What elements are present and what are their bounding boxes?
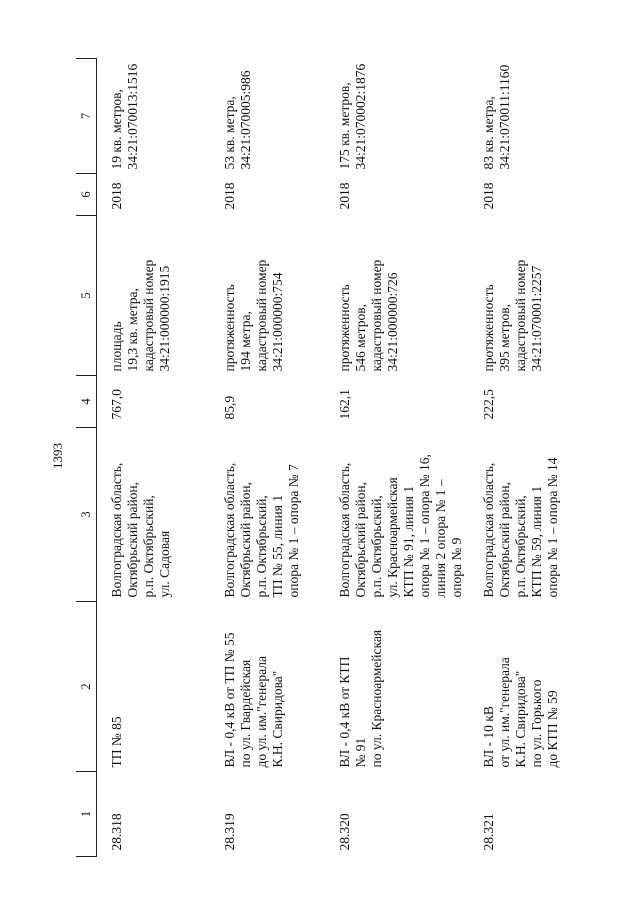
property-table: [76, 58, 586, 857]
table-row: [471, 59, 586, 857]
object-address: Волгоградская область, Октябрьский район, р.п. Октябрьский, ТП № 55, линия 1 опора № 1 – опора № 7: [221, 462, 301, 598]
object-address: Волгоградская область, Октябрьский район, р.п. Октябрьский, КТП № 59, линия 1 опора № 1 – опора № 14: [480, 457, 560, 598]
object-name: ВЛ - 0,4 кВ от ТП № 55 по ул. Гвардейская до ул. им."генерала К.Н. Свиридова": [221, 632, 285, 768]
object-year: 2018: [109, 182, 124, 210]
table-row: [97, 59, 212, 857]
row-number: 28.321: [480, 813, 496, 851]
table-row: [212, 59, 327, 857]
object-address: Волгоградская область, Октябрьский район, р.п. Октябрьский, ул. Красноармейская КТП № 91, линия 1 опора № 1 – опора № 16, линия 2 опора № 1 – опора № 9: [336, 454, 464, 598]
column-header: 5: [76, 216, 97, 376]
land-plot-info: 175 кв. метров, 34:21:070002:1876: [336, 63, 368, 170]
row-number: 28.318: [109, 813, 124, 851]
object-value: 767,0: [109, 389, 124, 420]
column-header: 4: [76, 376, 97, 428]
column-header: 1: [76, 772, 97, 857]
column-header: 3: [76, 428, 97, 602]
column-header: 2: [76, 602, 97, 772]
object-value: 162,1: [336, 389, 352, 420]
object-value: 222,5: [480, 389, 496, 420]
land-plot-info: 19 кв. метров, 34:21:070013:1516: [109, 63, 140, 170]
object-characteristics: протяженность 194 метра, кадастровый номер 34:21:000000:754: [221, 259, 285, 372]
object-name: ВЛ - 10 кВ от ул. им."генерала К.Н. Свиридова" по ул. Горького до КТП № 59: [480, 657, 560, 768]
rotated-table-container: [76, 59, 568, 857]
object-value: 85,9: [221, 395, 237, 420]
page-number: 1393: [50, 443, 65, 469]
object-year: 2018: [480, 182, 496, 210]
column-header: 7: [76, 59, 97, 174]
object-year: 2018: [336, 182, 352, 210]
header-row: [76, 59, 97, 857]
table-row: [327, 59, 471, 857]
object-year: 2018: [221, 182, 237, 210]
object-characteristics: протяженность 395 метров, кадастровый номер 34:21:070001:2257: [480, 259, 544, 372]
row-number: 28.320: [336, 813, 352, 851]
object-address: Волгоградская область, Октябрьский район, р.п. Октябрьский, ул. Садовая: [109, 462, 172, 598]
object-characteristics: площадь 19,3 кв. метра, кадастровый номер 34:21:000000:1915: [109, 259, 172, 372]
row-number: 28.319: [221, 813, 237, 851]
land-plot-info: 83 кв. метра, 34:21:070011:1160: [480, 64, 512, 170]
column-header: 6: [76, 174, 97, 216]
object-characteristics: протяженность 546 метров, кадастровый номер 34:21:000000:726: [336, 259, 400, 372]
object-name: ТП № 85: [109, 716, 124, 768]
object-name: ВЛ - 0,4 кВ от КТП № 91 по ул. Красноармейская: [336, 629, 384, 768]
land-plot-info: 53 кв. метра, 34:21:070005:986: [221, 70, 253, 170]
